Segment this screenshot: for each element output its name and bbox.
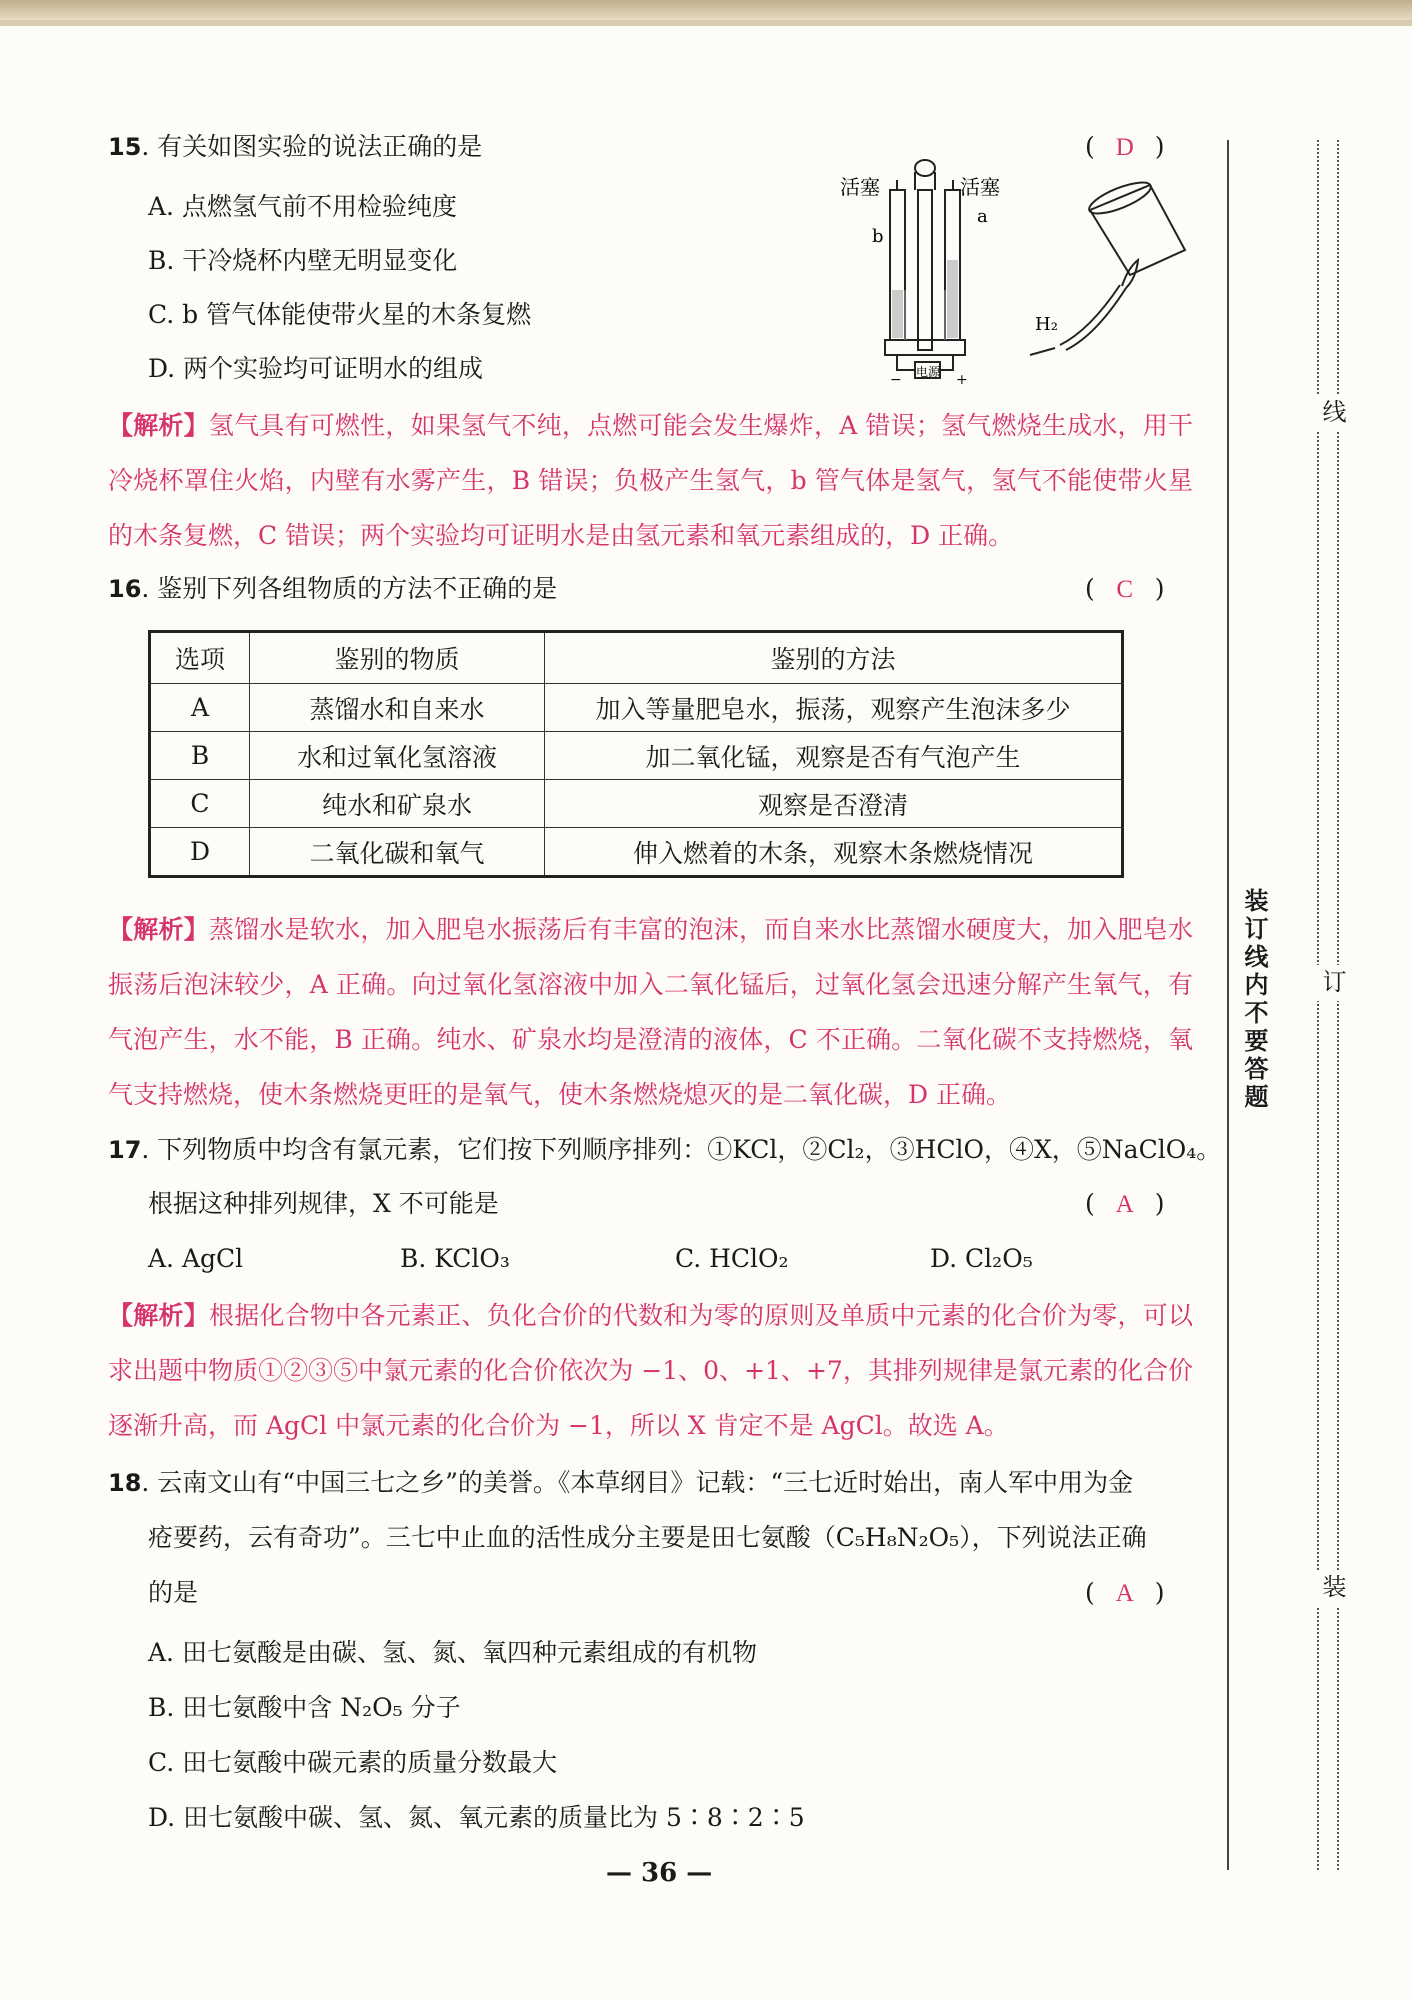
- q15-stem: [108, 132, 482, 162]
- q15-analysis-text: 氢气具有可燃性，如果氢气不纯，点燃可能会发生爆炸，A 错误；氢气燃烧生成水，用干冷烧杯罩住火焰，内壁有水雾产生，B 错误；负极产生氢气，b 管气体是氢气，氢气不能使带火星的木条复燃，C 错误；两个实验均可证明水是由氢元素和氧元素组成的，D 正确。: [108, 411, 1193, 550]
- table-cell: 伸入燃着的木条，观察木条燃烧情况: [545, 828, 1123, 877]
- q16-text: . 鉴别下列各组物质的方法不正确的是: [141, 574, 558, 603]
- top-border-shadow: [0, 20, 1412, 26]
- margin-label-staple: 装: [1315, 1570, 1350, 1606]
- fig-label-b: b: [872, 226, 884, 247]
- electrolysis-apparatus: [885, 160, 965, 378]
- table-cell: 加入等量肥皂水，振荡，观察产生泡沫多少: [545, 684, 1123, 732]
- q15-figure: [830, 150, 1220, 390]
- fig-valve-left-label: 活塞: [840, 175, 880, 199]
- q17-answer-letter: A: [1115, 1191, 1134, 1218]
- margin-label-line: 线: [1315, 395, 1350, 431]
- q16-number: 16: [108, 575, 142, 603]
- fig-valve-right-label: 活塞: [960, 175, 1000, 199]
- q17-analysis-text: 根据化合物中各元素正、负化合价的代数和为零的原则及单质中元素的化合价为零，可以求出题中物质①②③⑤中氯元素的化合价依次为 −1、0、+1、+7，其排列规律是氯元素的化合价逐渐升高，而 AgCl 中氯元素的化合价为 −1，所以 X 肯定不是 AgCl。故选 A。: [108, 1301, 1193, 1440]
- table-cell: 加二氧化锰，观察是否有气泡产生: [545, 732, 1123, 780]
- q18-stem-line1: [108, 1468, 1133, 1498]
- binding-margin: [1225, 140, 1345, 1870]
- table-row: [150, 828, 1123, 877]
- q18-text-line1: . 云南文山有“中国三七之乡”的美誉。《本草纲目》记载：“三七近时始出，南人军中用为金: [141, 1468, 1134, 1497]
- table-row: [150, 732, 1123, 780]
- q15-text: . 有关如图实验的说法正确的是: [141, 132, 483, 161]
- q15-answer-letter: D: [1115, 134, 1134, 161]
- fig-label-a: a: [977, 206, 988, 227]
- table-row: [150, 780, 1123, 828]
- table-cell: B: [150, 732, 250, 780]
- margin-label-bind: 订: [1315, 965, 1350, 1001]
- table-header-cell: 鉴别的物质: [250, 632, 545, 684]
- table-row: [150, 684, 1123, 732]
- q15-option-c: C. b 管气体能使带火星的木条复燃: [148, 300, 532, 329]
- q17-analysis-tag: 【解析】: [108, 1301, 209, 1330]
- q16-answer: ( C ): [1085, 574, 1165, 603]
- q15-option-d: D. 两个实验均可证明水的组成: [148, 354, 484, 383]
- table-cell: 蒸馏水和自来水: [250, 684, 545, 732]
- q18-number: 18: [108, 1469, 142, 1497]
- table-cell: C: [150, 780, 250, 828]
- q17-analysis: [108, 1288, 1193, 1453]
- fig-minus-label: −: [890, 372, 902, 388]
- q18-answer-letter: A: [1115, 1580, 1134, 1607]
- q15-analysis-tag: 【解析】: [108, 411, 209, 440]
- q16-analysis-text: 蒸馏水是软水，加入肥皂水振荡后有丰富的泡沫，而自来水比蒸馏水硬度大，加入肥皂水振荡后泡沫较少，A 正确。向过氧化氢溶液中加入二氧化锰后，过氧化氢会迅速分解产生氧气，有气泡产生，水不能，B 正确。纯水、矿泉水均是澄清的液体，C 不正确。二氧化碳不支持燃烧，氧气支持燃烧，使木条燃烧更旺的是氧气，使木条燃烧熄灭的是二氧化碳，D 正确。: [108, 915, 1193, 1109]
- q18-option-b: B. 田七氨酸中含 N₂O₅ 分子: [148, 1693, 461, 1722]
- q18-stem-line3: 的是: [148, 1578, 199, 1607]
- q17-option-b: B. KClO₃: [400, 1244, 510, 1273]
- q18-answer: ( A ): [1085, 1578, 1165, 1607]
- q15-answer: ( D ): [1085, 132, 1165, 161]
- q17-stem-line1: [108, 1135, 1221, 1165]
- table-cell: 观察是否澄清: [545, 780, 1123, 828]
- q17-option-a: A. AgCl: [148, 1244, 244, 1273]
- q16-analysis-tag: 【解析】: [108, 915, 209, 944]
- q16-table: [148, 630, 1124, 878]
- q15-analysis: [108, 398, 1193, 563]
- q16-answer-letter: C: [1116, 576, 1134, 603]
- q18-option-d: D. 田七氨酸中碳、氢、氮、氧元素的质量比为 5∶8∶2∶5: [148, 1803, 805, 1832]
- q18-option-a: A. 田七氨酸是由碳、氢、氮、氧四种元素组成的有机物: [148, 1638, 757, 1667]
- q15-option-a: A. 点燃氢气前不用检验纯度: [148, 192, 457, 221]
- q17-number: 17: [108, 1136, 142, 1164]
- q17-option-c: C. HClO₂: [675, 1244, 789, 1273]
- q17-answer: ( A ): [1085, 1189, 1165, 1218]
- table-header-row: [150, 632, 1123, 684]
- table-cell: A: [150, 684, 250, 732]
- fig-plus-label: +: [956, 372, 968, 388]
- q18-stem-line2: 疮要药，云有奇功”。三七中止血的活性成分主要是田七氨酸（C₅H₈N₂O₅），下列说法正确: [148, 1523, 1147, 1552]
- q15-option-b: B. 干冷烧杯内壁无明显变化: [148, 246, 458, 275]
- q18-option-c: C. 田七氨酸中碳元素的质量分数最大: [148, 1748, 558, 1777]
- q17-stem-line2: 根据这种排列规律，X 不可能是: [148, 1189, 499, 1218]
- margin-notice: 装订线内不要答题: [1237, 880, 1272, 1120]
- table-header-cell: 鉴别的方法: [545, 632, 1123, 684]
- page-number: — 36 —: [606, 1858, 713, 1888]
- fig-power-label: 电源: [916, 365, 941, 379]
- table-cell: 二氧化碳和氧气: [250, 828, 545, 877]
- q16-analysis: [108, 902, 1193, 1122]
- table-cell: 纯水和矿泉水: [250, 780, 545, 828]
- table-header-cell: 选项: [150, 632, 250, 684]
- q17-option-d: D. Cl₂O₅: [930, 1244, 1033, 1273]
- top-border: [0, 0, 1412, 20]
- q15-number: 15: [108, 133, 142, 161]
- fig-h2-label: H₂: [1035, 314, 1058, 335]
- table-cell: D: [150, 828, 250, 877]
- q16-stem: [108, 574, 557, 604]
- margin-solid-line: [1227, 140, 1229, 1870]
- q17-text-line1: . 下列物质中均含有氯元素，它们按下列顺序排列：①KCl，②Cl₂，③HClO，④X，⑤NaClO₄。: [141, 1135, 1222, 1164]
- table-cell: 水和过氧化氢溶液: [250, 732, 545, 780]
